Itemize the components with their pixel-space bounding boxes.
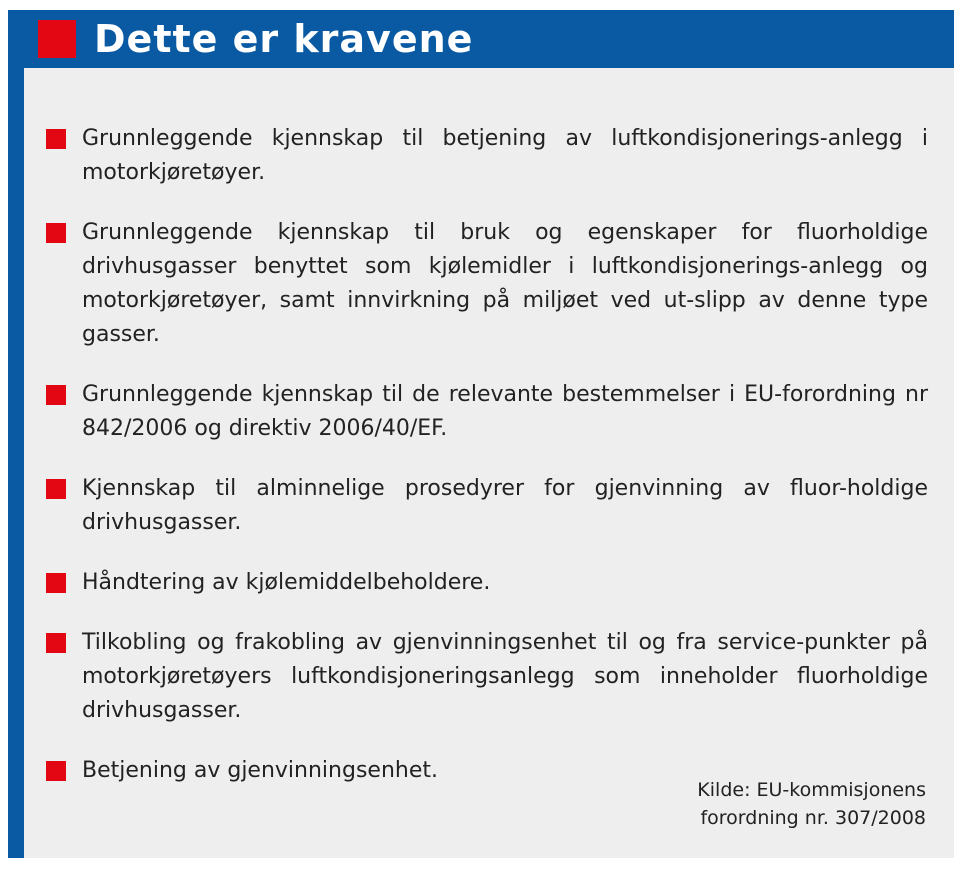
source-line-1: Kilde: EU-kommisjonens: [697, 779, 926, 801]
page-title: Dette er kravene: [94, 17, 474, 61]
list-item-text: Håndtering av kjølemiddelbeholdere.: [82, 570, 491, 595]
list-item-text: Grunnleggende kjennskap til bruk og egenskaper for fluorholdige drivhusgasser benyttet som kjølemidler i luftkondisjonerings-anlegg og motorkjøretøyer, samt innvirkning på miljøet ved ut-slipp av denne type gasser.: [82, 220, 928, 347]
list-item: [36, 472, 928, 540]
list-item-text: Betjening av gjenvinningsenhet.: [82, 758, 438, 783]
bullet-square-icon: [46, 385, 66, 405]
list-item: [36, 566, 928, 600]
list-item-text: Grunnleggende kjennskap til betjening av luftkondisjonerings-anlegg i motorkjøretøyer.: [82, 126, 928, 185]
red-square-icon: [38, 20, 76, 58]
source-line-2: forordning nr. 307/2008: [700, 807, 926, 829]
bullet-square-icon: [46, 633, 66, 653]
list-item-text: Tilkobling og frakobling av gjenvinningsenhet til og fra service-punkter på motorkjøretøyers luftkondisjoneringsanlegg som inneholder fluorholdige drivhusgasser.: [82, 630, 928, 723]
source-citation: [697, 776, 926, 832]
bullet-square-icon: [46, 223, 66, 243]
bullet-square-icon: [46, 573, 66, 593]
list-item-text: Grunnleggende kjennskap til de relevante bestemmelser i EU-forordning nr 842/2006 og direktiv 2006/40/EF.: [82, 382, 928, 441]
requirements-list: [36, 122, 928, 814]
bullet-square-icon: [46, 479, 66, 499]
header-bar: [8, 10, 954, 68]
bullet-square-icon: [46, 761, 66, 781]
list-item-text: Kjennskap til alminnelige prosedyrer for gjenvinning av fluor-holdige drivhusgasser.: [82, 476, 928, 535]
list-item: [36, 122, 928, 190]
list-item: [36, 626, 928, 728]
list-item: [36, 216, 928, 352]
bullet-square-icon: [46, 129, 66, 149]
list-item: [36, 378, 928, 446]
